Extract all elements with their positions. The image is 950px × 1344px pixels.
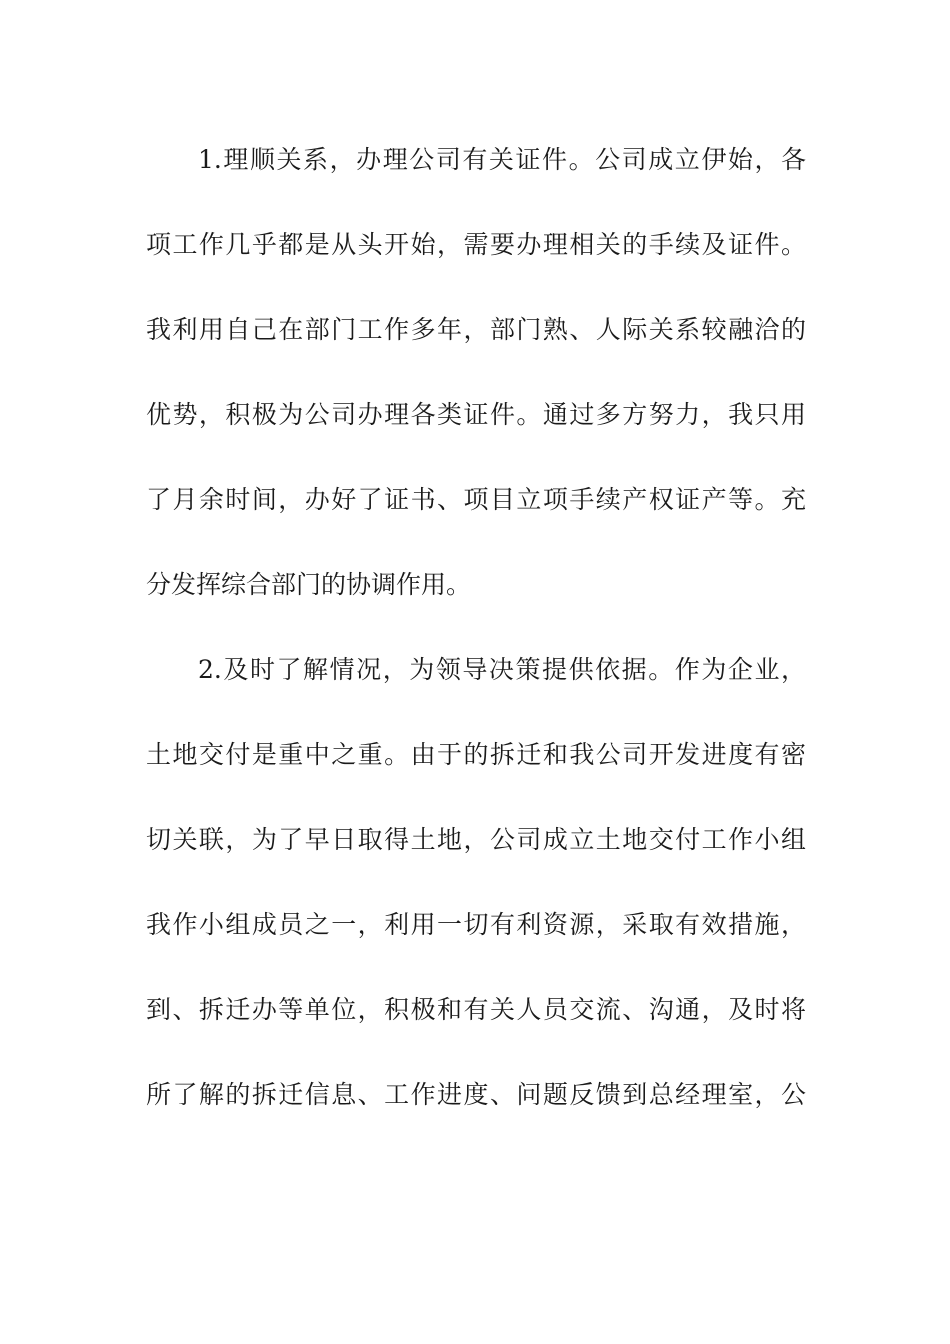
paragraph-line: 项工作几乎都是从头开始，需要办理相关的手续及证件。 xyxy=(146,230,806,259)
paragraph-line: 所了解的拆迁信息、工作进度、问题反馈到总经理室，公 xyxy=(146,1080,806,1109)
paragraph-line: 分发挥综合部门的协调作用。 xyxy=(146,570,472,599)
paragraph-line: 切关联，为了早日取得土地，公司成立土地交付工作小组 xyxy=(146,825,806,854)
paragraph-line: 我作小组成员之一，利用一切有利资源，采取有效措施， xyxy=(146,910,806,939)
paragraph-line: 优势，积极为公司办理各类证件。通过多方努力，我只用 xyxy=(146,400,806,429)
paragraph-line: 了月余时间，办好了证书、项目立项手续产权证产等。充 xyxy=(146,485,806,514)
paragraph-line: 到、拆迁办等单位，积极和有关人员交流、沟通，及时将 xyxy=(146,995,806,1024)
paragraph-line: 我利用自己在部门工作多年，部门熟、人际关系较融洽的 xyxy=(146,315,806,344)
paragraph-line: 土地交付是重中之重。由于的拆迁和我公司开发进度有密 xyxy=(146,740,806,769)
paragraph-line: 2.及时了解情况，为领导决策提供依据。作为企业， xyxy=(198,655,806,684)
paragraph-line: 1.理顺关系，办理公司有关证件。公司成立伊始，各 xyxy=(198,145,806,174)
